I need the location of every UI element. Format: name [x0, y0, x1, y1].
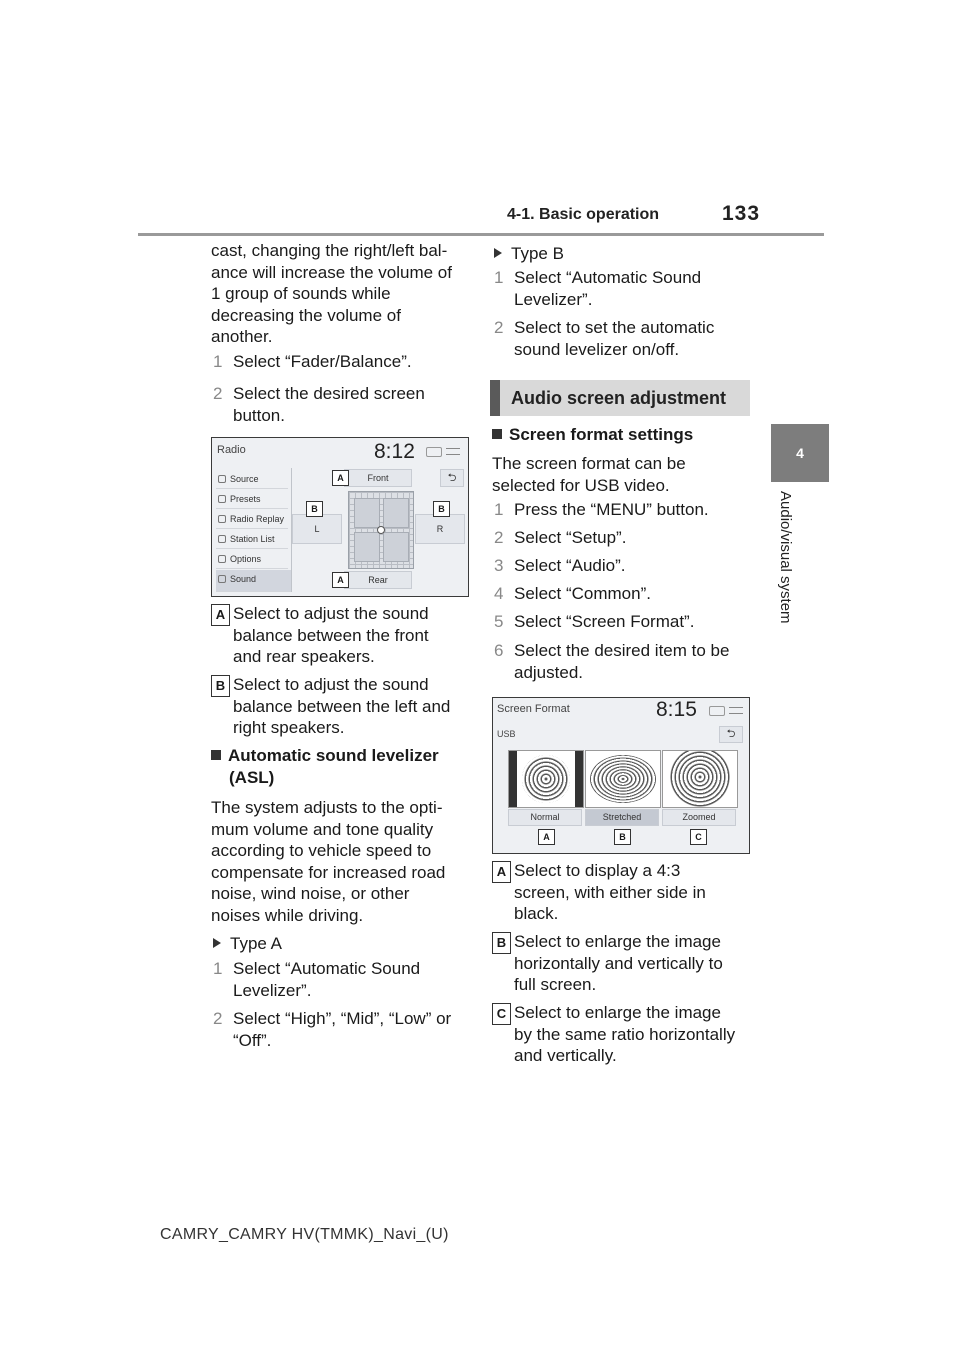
text-line: right speakers. — [233, 718, 345, 737]
heading-text: Automatic sound levelizer — [228, 746, 439, 765]
status-icon — [709, 706, 725, 716]
legend-label-c: C — [492, 1003, 511, 1025]
step-number: 5 — [494, 612, 504, 631]
text-line: decreasing the volume of — [211, 305, 401, 325]
type-label-text: Type A — [230, 934, 282, 953]
step-item — [213, 383, 473, 427]
menu-item-label: Presets — [230, 494, 261, 504]
speaker-zone-rear-right — [383, 532, 409, 562]
triangle-bullet-icon — [494, 248, 502, 258]
heading-line: (ASL) — [229, 767, 275, 787]
callout-b: B — [614, 829, 631, 845]
right-button[interactable]: R — [415, 514, 465, 544]
test-pattern-circle — [522, 755, 570, 803]
menu-item-presets[interactable] — [216, 490, 288, 509]
step-item — [494, 317, 754, 361]
chapter-tab: 4 — [771, 424, 829, 482]
text-line: cast, changing the right/left bal- — [211, 241, 448, 260]
screen-format-intro — [492, 453, 752, 496]
text-line: sound levelizer on/off. — [514, 339, 680, 359]
text-line: Select to display a 4:3 — [514, 861, 681, 880]
normal-button[interactable]: Normal — [508, 809, 582, 826]
text-line: Select to enlarge the image — [514, 1003, 721, 1022]
step-text: Select “Setup”. — [514, 528, 627, 547]
front-button[interactable]: Front — [344, 469, 412, 487]
text-line: according to vehicle speed to — [211, 841, 432, 860]
menu-icon[interactable] — [446, 448, 460, 455]
speaker-zone-rear-left — [354, 532, 380, 562]
left-button[interactable]: L — [292, 514, 342, 544]
callout-a-rear: A — [332, 572, 349, 588]
legend-description-c — [514, 1002, 754, 1067]
step-text — [514, 317, 714, 360]
intro-paragraph — [211, 240, 471, 348]
menu-item-label: Options — [230, 554, 262, 564]
step-number: 1 — [213, 959, 223, 978]
type-b-label — [494, 243, 564, 265]
menu-item-radio-replay[interactable] — [216, 510, 288, 529]
legend-description-b — [233, 674, 473, 739]
screen-title: Radio — [217, 444, 246, 456]
step-number: 2 — [213, 384, 223, 403]
step-number: 3 — [494, 556, 504, 575]
step-text — [514, 267, 701, 310]
text-line: Select to enlarge the image — [514, 932, 721, 951]
text-line: Select to adjust the sound — [233, 675, 429, 694]
text-line: another. — [211, 327, 273, 346]
menu-item-station-list[interactable] — [216, 530, 288, 549]
menu-item-label: Source — [230, 474, 259, 484]
text-line: horizontally and vertically to — [514, 953, 723, 973]
callout-b-left: B — [306, 501, 323, 517]
source-icon — [218, 475, 226, 483]
text-line: “Off”. — [233, 1030, 272, 1050]
legend-description-b — [514, 931, 754, 996]
callout-c: C — [690, 829, 707, 845]
list-icon — [218, 535, 226, 543]
zoomed-button[interactable]: Zoomed — [662, 809, 736, 826]
step-number: 1 — [494, 500, 504, 519]
step-text — [233, 1008, 451, 1051]
menu-item-label: Sound — [230, 574, 257, 584]
text-line: Levelizer”. — [514, 289, 593, 309]
step-number: 1 — [213, 352, 223, 371]
text-line: Select “Automatic Sound — [514, 268, 702, 287]
text-line: balance between the front — [233, 625, 429, 645]
black-side-bar — [575, 751, 583, 807]
status-icon — [426, 447, 442, 457]
subheading — [492, 424, 752, 446]
step-text — [514, 640, 729, 683]
text-line: Select the desired screen — [233, 384, 425, 403]
text-line: compensate for increased road — [211, 862, 446, 882]
text-line: screen, with either side in — [514, 882, 706, 902]
text-line: ance will increase the volume of — [211, 262, 452, 282]
legend-label-b: B — [211, 675, 230, 697]
menu-item-options[interactable] — [216, 550, 288, 569]
section-heading: Audio screen adjustment — [490, 380, 750, 416]
step-text: Press the “MENU” button. — [514, 500, 709, 519]
document-footer: CAMRY_CAMRY HV(TMMK)_Navi_(U) — [160, 1226, 449, 1243]
type-a-label — [213, 933, 282, 955]
square-bullet-icon — [211, 750, 221, 760]
step-item — [494, 611, 754, 633]
legend-description-a — [514, 860, 754, 925]
step-text: Select “Common”. — [514, 584, 651, 603]
text-line: and vertically. — [514, 1046, 617, 1065]
screen-format-screen — [492, 697, 750, 854]
text-line: mum volume and tone quality — [211, 819, 434, 839]
clock: 8:15 — [656, 698, 697, 721]
step-text: Select “Screen Format”. — [514, 612, 695, 631]
return-arrow-icon[interactable]: ⮌ — [719, 726, 743, 743]
text-line: 1 group of sounds while — [211, 284, 391, 303]
text-line: balance between the left and — [233, 696, 451, 716]
heading-text: Screen format settings — [509, 425, 694, 444]
clock: 8:12 — [374, 440, 415, 463]
page-number: 133 — [722, 202, 761, 225]
options-icon — [218, 555, 226, 563]
asl-paragraph — [211, 797, 471, 926]
return-arrow-icon[interactable]: ⮌ — [440, 469, 464, 487]
step-item — [494, 267, 754, 311]
speaker-icon — [218, 575, 226, 583]
rear-button[interactable]: Rear — [344, 571, 412, 589]
step-item — [494, 527, 754, 549]
header-rule — [138, 233, 824, 236]
step-number: 2 — [494, 318, 504, 337]
text-line: Select the desired item to be — [514, 641, 730, 660]
chapter-side-label-text: Audio/visual system — [777, 491, 794, 624]
text-line: by the same ratio horizontally — [514, 1024, 736, 1044]
text-line: Select to adjust the sound — [233, 604, 429, 623]
text-line: Select to set the automatic — [514, 318, 715, 337]
text-line: black. — [514, 904, 559, 923]
presets-icon — [218, 495, 226, 503]
callout-a: A — [538, 829, 555, 845]
text-line: Levelizer”. — [233, 980, 312, 1000]
callout-a-front: A — [332, 470, 349, 486]
text-line: and rear speakers. — [233, 647, 375, 666]
speaker-zone-front-left — [354, 498, 380, 528]
replay-icon — [218, 515, 226, 523]
callout-b-right: B — [433, 501, 450, 517]
triangle-bullet-icon — [213, 938, 221, 948]
step-item — [494, 555, 754, 577]
balance-point[interactable] — [377, 526, 385, 534]
text-line: selected for USB video. — [492, 475, 670, 495]
pattern-normal-preview — [508, 750, 584, 808]
heading-line — [211, 745, 471, 767]
type-label-text: Type B — [511, 244, 564, 263]
balance-grid[interactable] — [348, 491, 414, 569]
legend-label-a: A — [492, 861, 511, 883]
menu-item-label: Radio Replay — [230, 514, 285, 524]
step-item — [494, 499, 754, 521]
black-side-bar — [509, 751, 517, 807]
step-item — [213, 958, 473, 1002]
legend-label-b: B — [492, 932, 511, 954]
text-line: noise, wind noise, or other — [211, 884, 410, 903]
screen-title: Screen Format — [497, 703, 570, 715]
text-line: full screen. — [514, 975, 597, 994]
text-line: The system adjusts to the opti- — [211, 798, 443, 817]
step-item — [494, 640, 754, 684]
source-label: USB — [497, 729, 516, 739]
text-line: Select “High”, “Mid”, “Low” or — [233, 1009, 452, 1028]
step-item — [213, 1008, 473, 1052]
asl-heading — [211, 745, 471, 788]
text-line: noises while driving. — [211, 905, 364, 925]
menu-item-sound[interactable] — [216, 570, 292, 592]
text-line: adjusted. — [514, 662, 583, 682]
step-text: Select “Fader/Balance”. — [233, 352, 412, 371]
test-pattern-ellipse — [590, 755, 656, 803]
step-text: Select “Audio”. — [514, 556, 626, 575]
square-bullet-icon — [492, 429, 502, 439]
text-line: button. — [233, 405, 285, 425]
stretched-button[interactable]: Stretched — [585, 809, 659, 826]
step-number: 2 — [494, 528, 504, 547]
step-number: 1 — [494, 268, 504, 287]
test-pattern-circle — [670, 750, 730, 807]
section-title: 4-1. Basic operation — [507, 206, 660, 223]
step-number: 2 — [213, 1009, 223, 1028]
step-number: 6 — [494, 641, 504, 660]
legend-label-a: A — [211, 604, 230, 626]
step-text — [233, 958, 420, 1001]
menu-icon[interactable] — [729, 707, 743, 714]
step-number: 4 — [494, 584, 504, 603]
menu-item-label: Station List — [230, 534, 275, 544]
pattern-stretched-preview — [585, 750, 661, 808]
pattern-zoomed-preview — [662, 750, 738, 808]
radio-sound-screen — [211, 437, 469, 597]
legend-description-a — [233, 603, 473, 668]
text-line: The screen format can be — [492, 454, 686, 473]
step-text — [233, 383, 425, 426]
step-item — [213, 351, 473, 373]
chapter-side-label — [760, 491, 808, 671]
text-line: Select “Automatic Sound — [233, 959, 421, 978]
speaker-zone-front-right — [383, 498, 409, 528]
menu-item-source[interactable] — [216, 470, 288, 489]
step-item — [494, 583, 754, 605]
